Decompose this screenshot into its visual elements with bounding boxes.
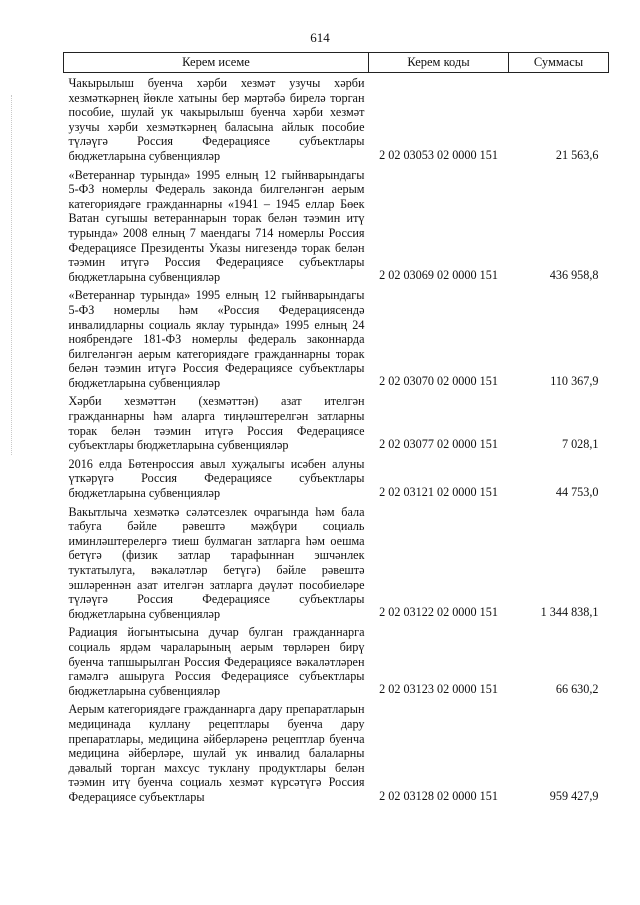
row-code: 2 02 03053 02 0000 151 [379,147,498,162]
row-name: Чакырылыш буенча хәрби хезмәт узучы хәрби хезмәткәрнең йөкле хатыны бер мәртәбә бирелә торган пособие, шулай ук чакырылыш буенча хәрби хезмәт узучы хәрби хезмәткәрнең баласына айлык пособие түләүгә Россия Федерациясе субъектлары бюджетларына субвенцияләр [68,76,365,163]
row-code: 2 02 03122 02 0000 151 [379,605,498,620]
table-row [64,285,609,391]
row-code: 2 02 03121 02 0000 151 [379,484,498,499]
row-name: Аерым категориядәге гражданнарга дару препаратларын медицинада куллану рецептлары буенча дару препаратлары, медицина әйберләренә рецептлар буенча медицина әйберләре, шулай ук инвалид балаларны дәвалый торган махсус туклану продуктлары белән тәэмин итү буенча социаль хезмәт күрсәтүгә Россия Федерациясе субъектлары [68,702,365,804]
row-amount: 21 563,6 [555,147,599,162]
row-name: 2016 елда Бөтенроссия авыл хуҗалыгы исәбен алуны үткәрүгә Россия Федерациясе субъектлары бюджетларына субвенцияләр [68,456,365,501]
row-name: «Ветераннар турында» 1995 елның 12 гыйнварындагы 5-ФЗ номерлы Федераль законда билгеләнгән аерым категориядәге гражданнарны «1941 – 1945 еллар Бөек Ватан сугышы ветераннарын торак белән тәэмин итү турында» 2008 елның 7 маендагы 714 номерлы Россия Федерациясе Президенты Указы нигезендә торак белән тәэмин итүгә Россия Федерациясе субъектлары бюджетларына субвенцияләр [68,167,365,284]
row-amount: 959 427,9 [549,788,599,803]
table-row [64,73,609,165]
header-amount: Суммасы [509,53,609,73]
row-name: «Ветераннар турында» 1995 елның 12 гыйнварындагы 5-ФЗ номерлы һәм «Россия Федерациясендә инвалидларны социаль яклау турында» 1995 елның 24 ноябрендәге 181-ФЗ номерлы федераль законнарда билгеләнгән аерым категориядәге гражданнарны торак белән тәэмин итүгә Россия Федерациясе субъектлары бюджетларына субвенцияләр [68,288,365,390]
table-row [64,391,609,453]
row-code: 2 02 03128 02 0000 151 [379,788,498,803]
budget-table [63,52,609,806]
row-code: 2 02 03070 02 0000 151 [379,374,498,389]
table-row [64,454,609,502]
table-row [64,165,609,286]
row-amount: 1 344 838,1 [540,605,599,620]
row-name: Хәрби хезмәттән (хезмәттән) азат ителгән гражданнарны һәм аларга тиңләштерелгән затларны торак белән тәэмин итүгә Россия Федерациясе субъектлары бюджетларына субвенцияләр [68,394,365,453]
row-amount: 44 753,0 [555,484,599,499]
row-name: Вакытлыча хезмәткә сәләтсезлек очрагында һәм бала табуга бәйле рәвештә мәҗбүри социаль иминләштерелергә тиеш булмаган затларга һәм оешма бетүгә (физик затлар тарафыннан эшчәнлек туктатылуга, вәкаләтләр бетүгә) бәйле рәвештә эшләреннән азат ителгән затларга дәүләт пособиеләре түләүгә Россия Федерациясе субъектлары бюджетларына субвенцияләр [68,504,365,621]
row-code: 2 02 03077 02 0000 151 [379,436,498,451]
table-row [64,502,609,623]
margin-line [11,95,13,455]
table-row [64,699,609,805]
header-name: Керем исеме [64,53,369,73]
row-code: 2 02 03069 02 0000 151 [379,268,498,283]
table-header-row [64,53,609,73]
row-amount: 110 367,9 [550,374,599,389]
header-code: Керем коды [369,53,509,73]
row-amount: 66 630,2 [555,682,599,697]
page-number: 614 [310,30,330,45]
row-amount: 7 028,1 [561,436,599,451]
row-name: Радиация йогынтысына дучар булган гражданнарга социаль ярдәм чараларының аерым төрләрен бирү буенча тапшырылган Россия Федерациясе вәкаләтләрен гамәлгә ашыруга Россия Федерациясе субъектлары бюджетларына субвенцияләр [68,625,365,698]
row-code: 2 02 03123 02 0000 151 [379,682,498,697]
table-row [64,622,609,699]
row-amount: 436 958,8 [549,268,599,283]
